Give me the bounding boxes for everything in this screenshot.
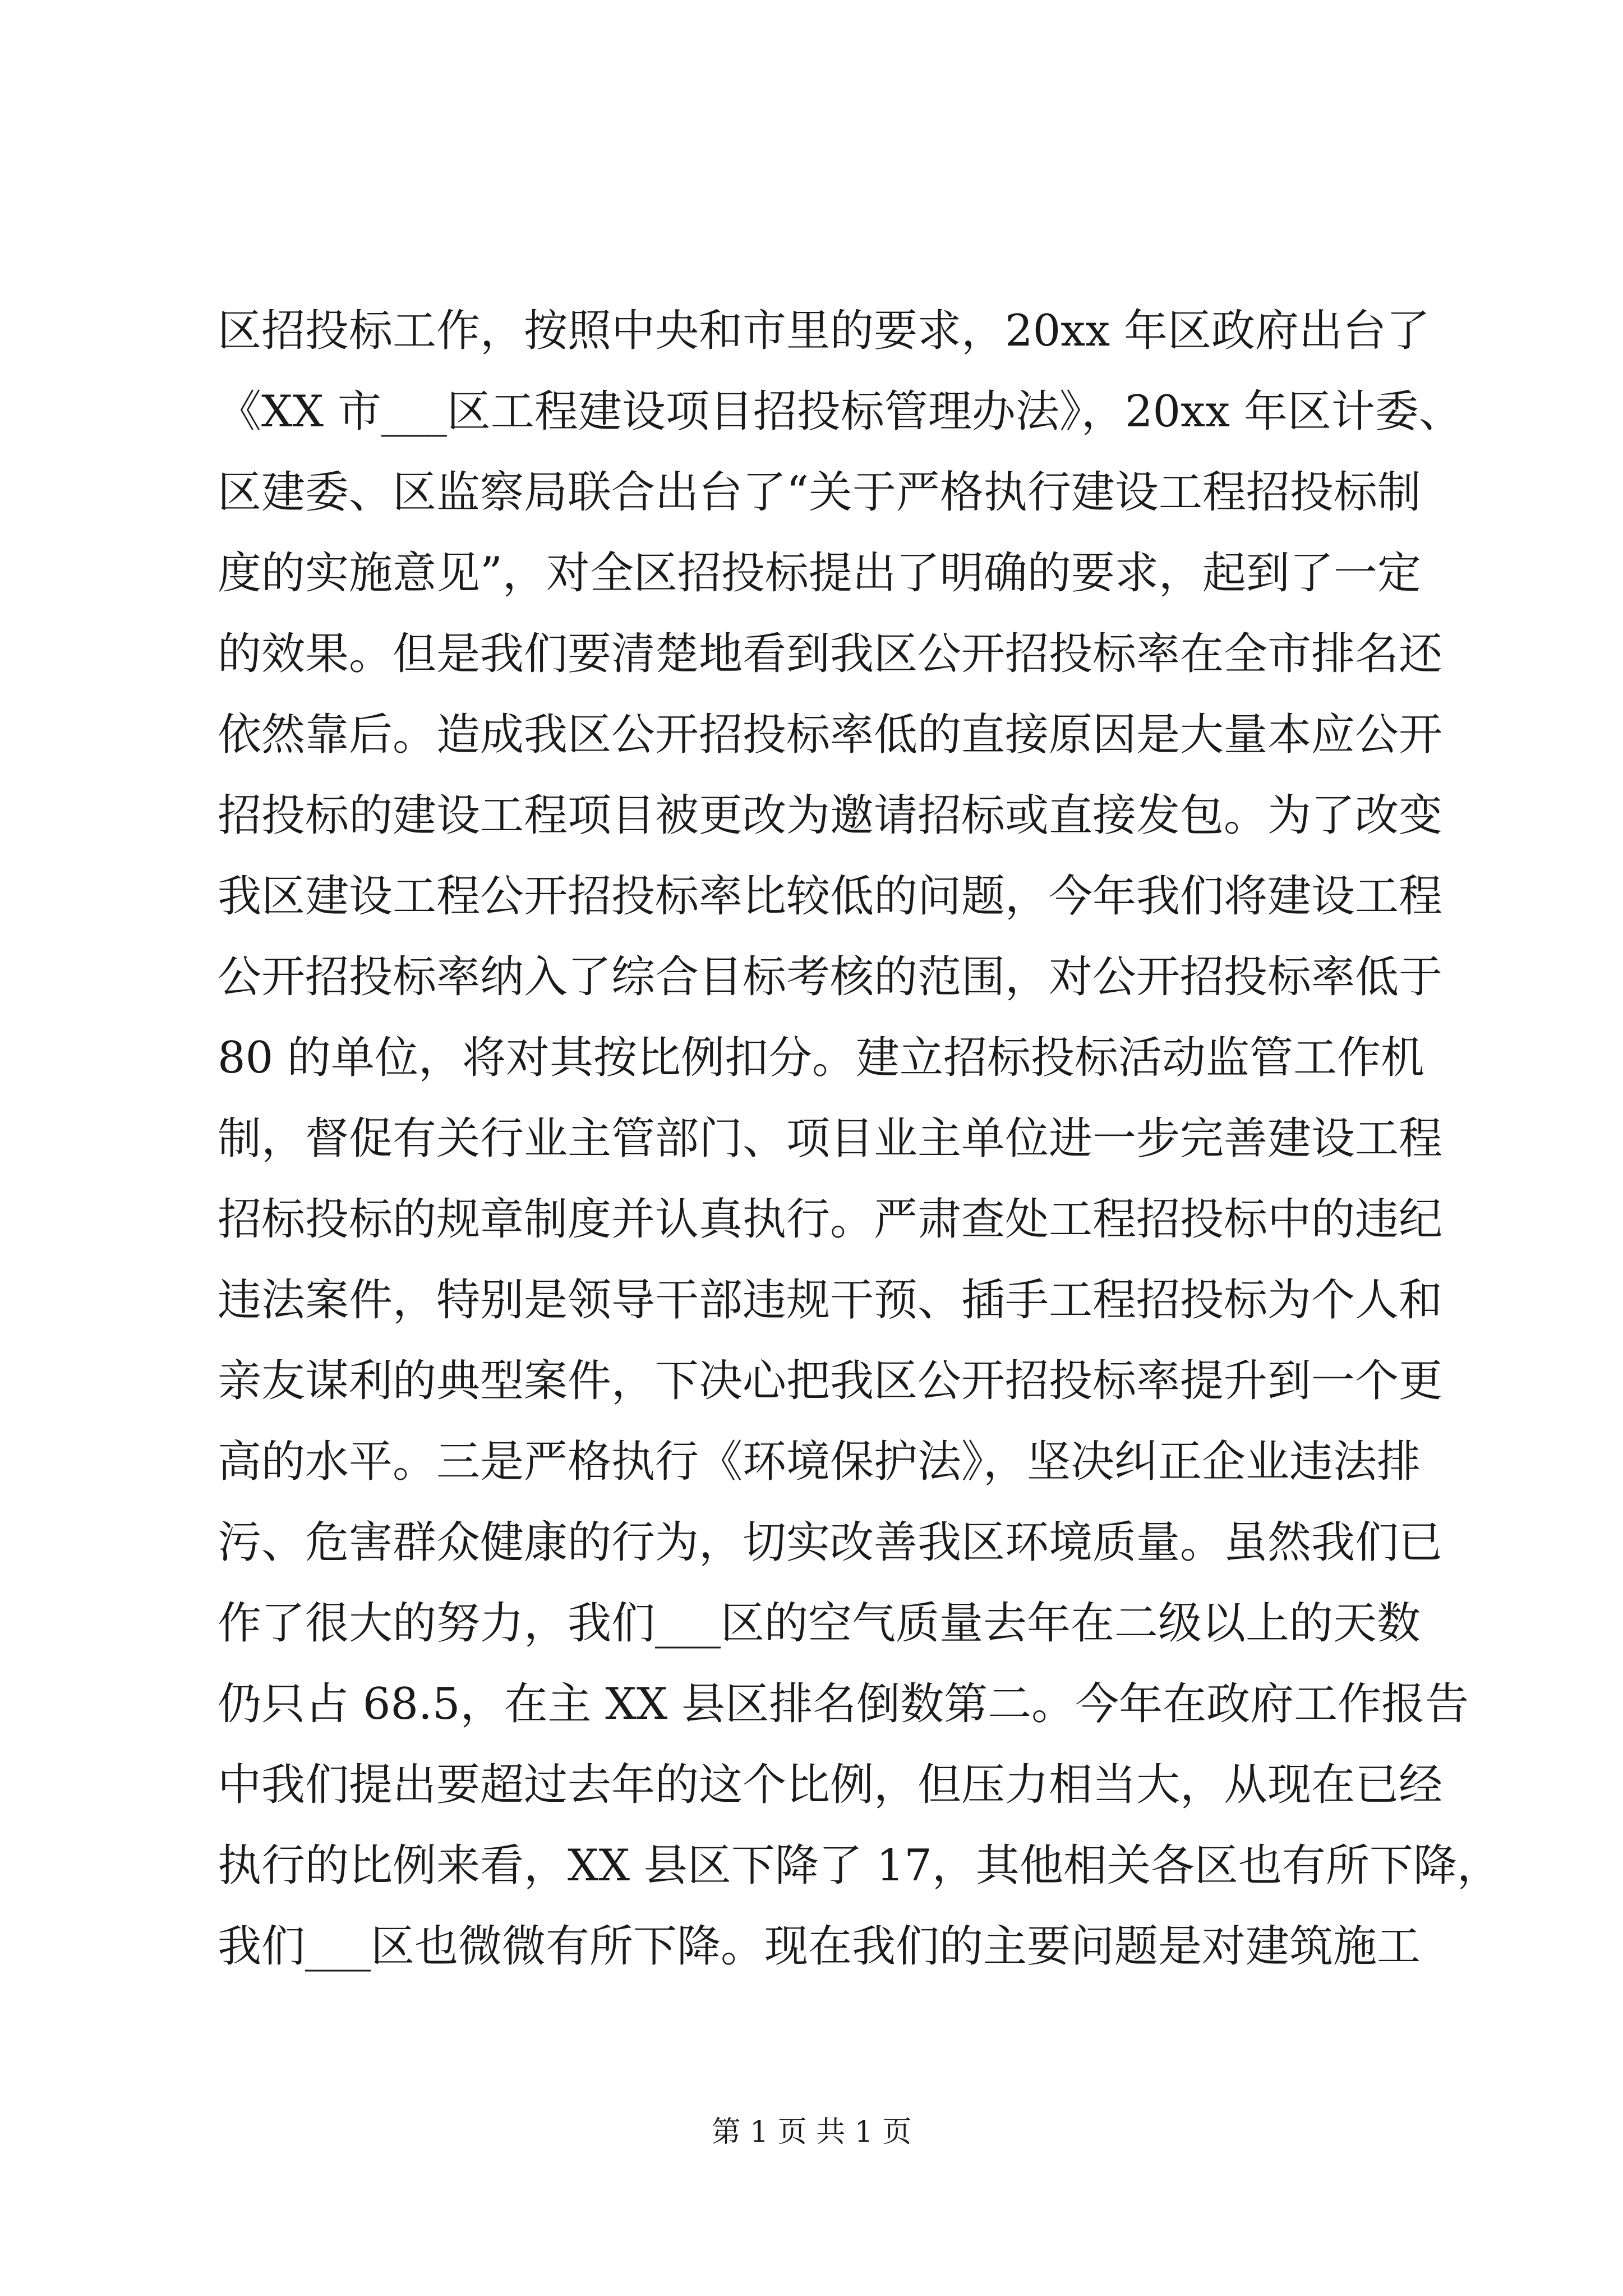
text-line: 制，督促有关行业主管部门、项目业主单位进一步完善建设工程 [218, 1114, 1443, 1164]
text-line: 作了很大的努力，我们___区的空气质量去年在二级以上的天数 [218, 1598, 1421, 1649]
text-line: 依然靠后。造成我区公开招投标率低的直接原因是大量本应公开 [218, 710, 1443, 760]
text-line: 的效果。但是我们要清楚地看到我区公开招投标率在全市排名还 [218, 629, 1443, 679]
text-line: 度的实施意见”，对全区招投标提出了明确的要求，起到了一定 [218, 548, 1421, 599]
text-line: 中我们提出要超过去年的这个比例，但压力相当大，从现在已经 [218, 1760, 1443, 1810]
text-line: 执行的比例来看，XX 县区下降了 17，其他相关各区也有所下降， [218, 1841, 1501, 1891]
text-line: 招标投标的规章制度并认真执行。严肃查处工程招投标中的违纪 [218, 1194, 1443, 1245]
text-line: 区招投标工作，按照中央和市里的要求，20xx 年区政府出台了 [218, 306, 1431, 356]
text-line: 我们___区也微微有所下降。现在我们的主要问题是对建筑施工 [218, 1921, 1421, 1972]
body-text [218, 291, 1501, 1987]
text-line: 《XX 市___区工程建设项目招投标管理办法》，20xx 年区计委、 [218, 386, 1463, 437]
text-line: 污、危害群众健康的行为，切实改善我区环境质量。虽然我们已 [218, 1517, 1443, 1568]
text-line: 80 的单位，将对其按比例扣分。建立招标投标活动监管工作机 [218, 1033, 1425, 1083]
text-line: 高的水平。三是严格执行《环境保护法》，坚决纠正企业违法排 [218, 1437, 1421, 1487]
page-footer: 第 1 页 共 1 页 [711, 2115, 912, 2149]
text-line: 招投标的建设工程项目被更改为邀请招标或直接发包。为了改变 [218, 790, 1443, 841]
text-line: 我区建设工程公开招投标率比较低的问题，今年我们将建设工程 [218, 871, 1443, 922]
text-line: 仍只占 68.5，在主 XX 县区排名倒数第二。今年在政府工作报告 [218, 1679, 1469, 1729]
text-line: 区建委、区监察局联合出台了“关于严格执行建设工程招投标制 [218, 467, 1421, 518]
text-line: 亲友谋利的典型案件，下决心把我区公开招投标率提升到一个更 [218, 1356, 1443, 1406]
text-line: 违法案件，特别是领导干部违规干预、插手工程招投标为个人和 [218, 1275, 1443, 1326]
text-line: 公开招投标率纳入了综合目标考核的范围，对公开招投标率低于 [218, 952, 1443, 1002]
